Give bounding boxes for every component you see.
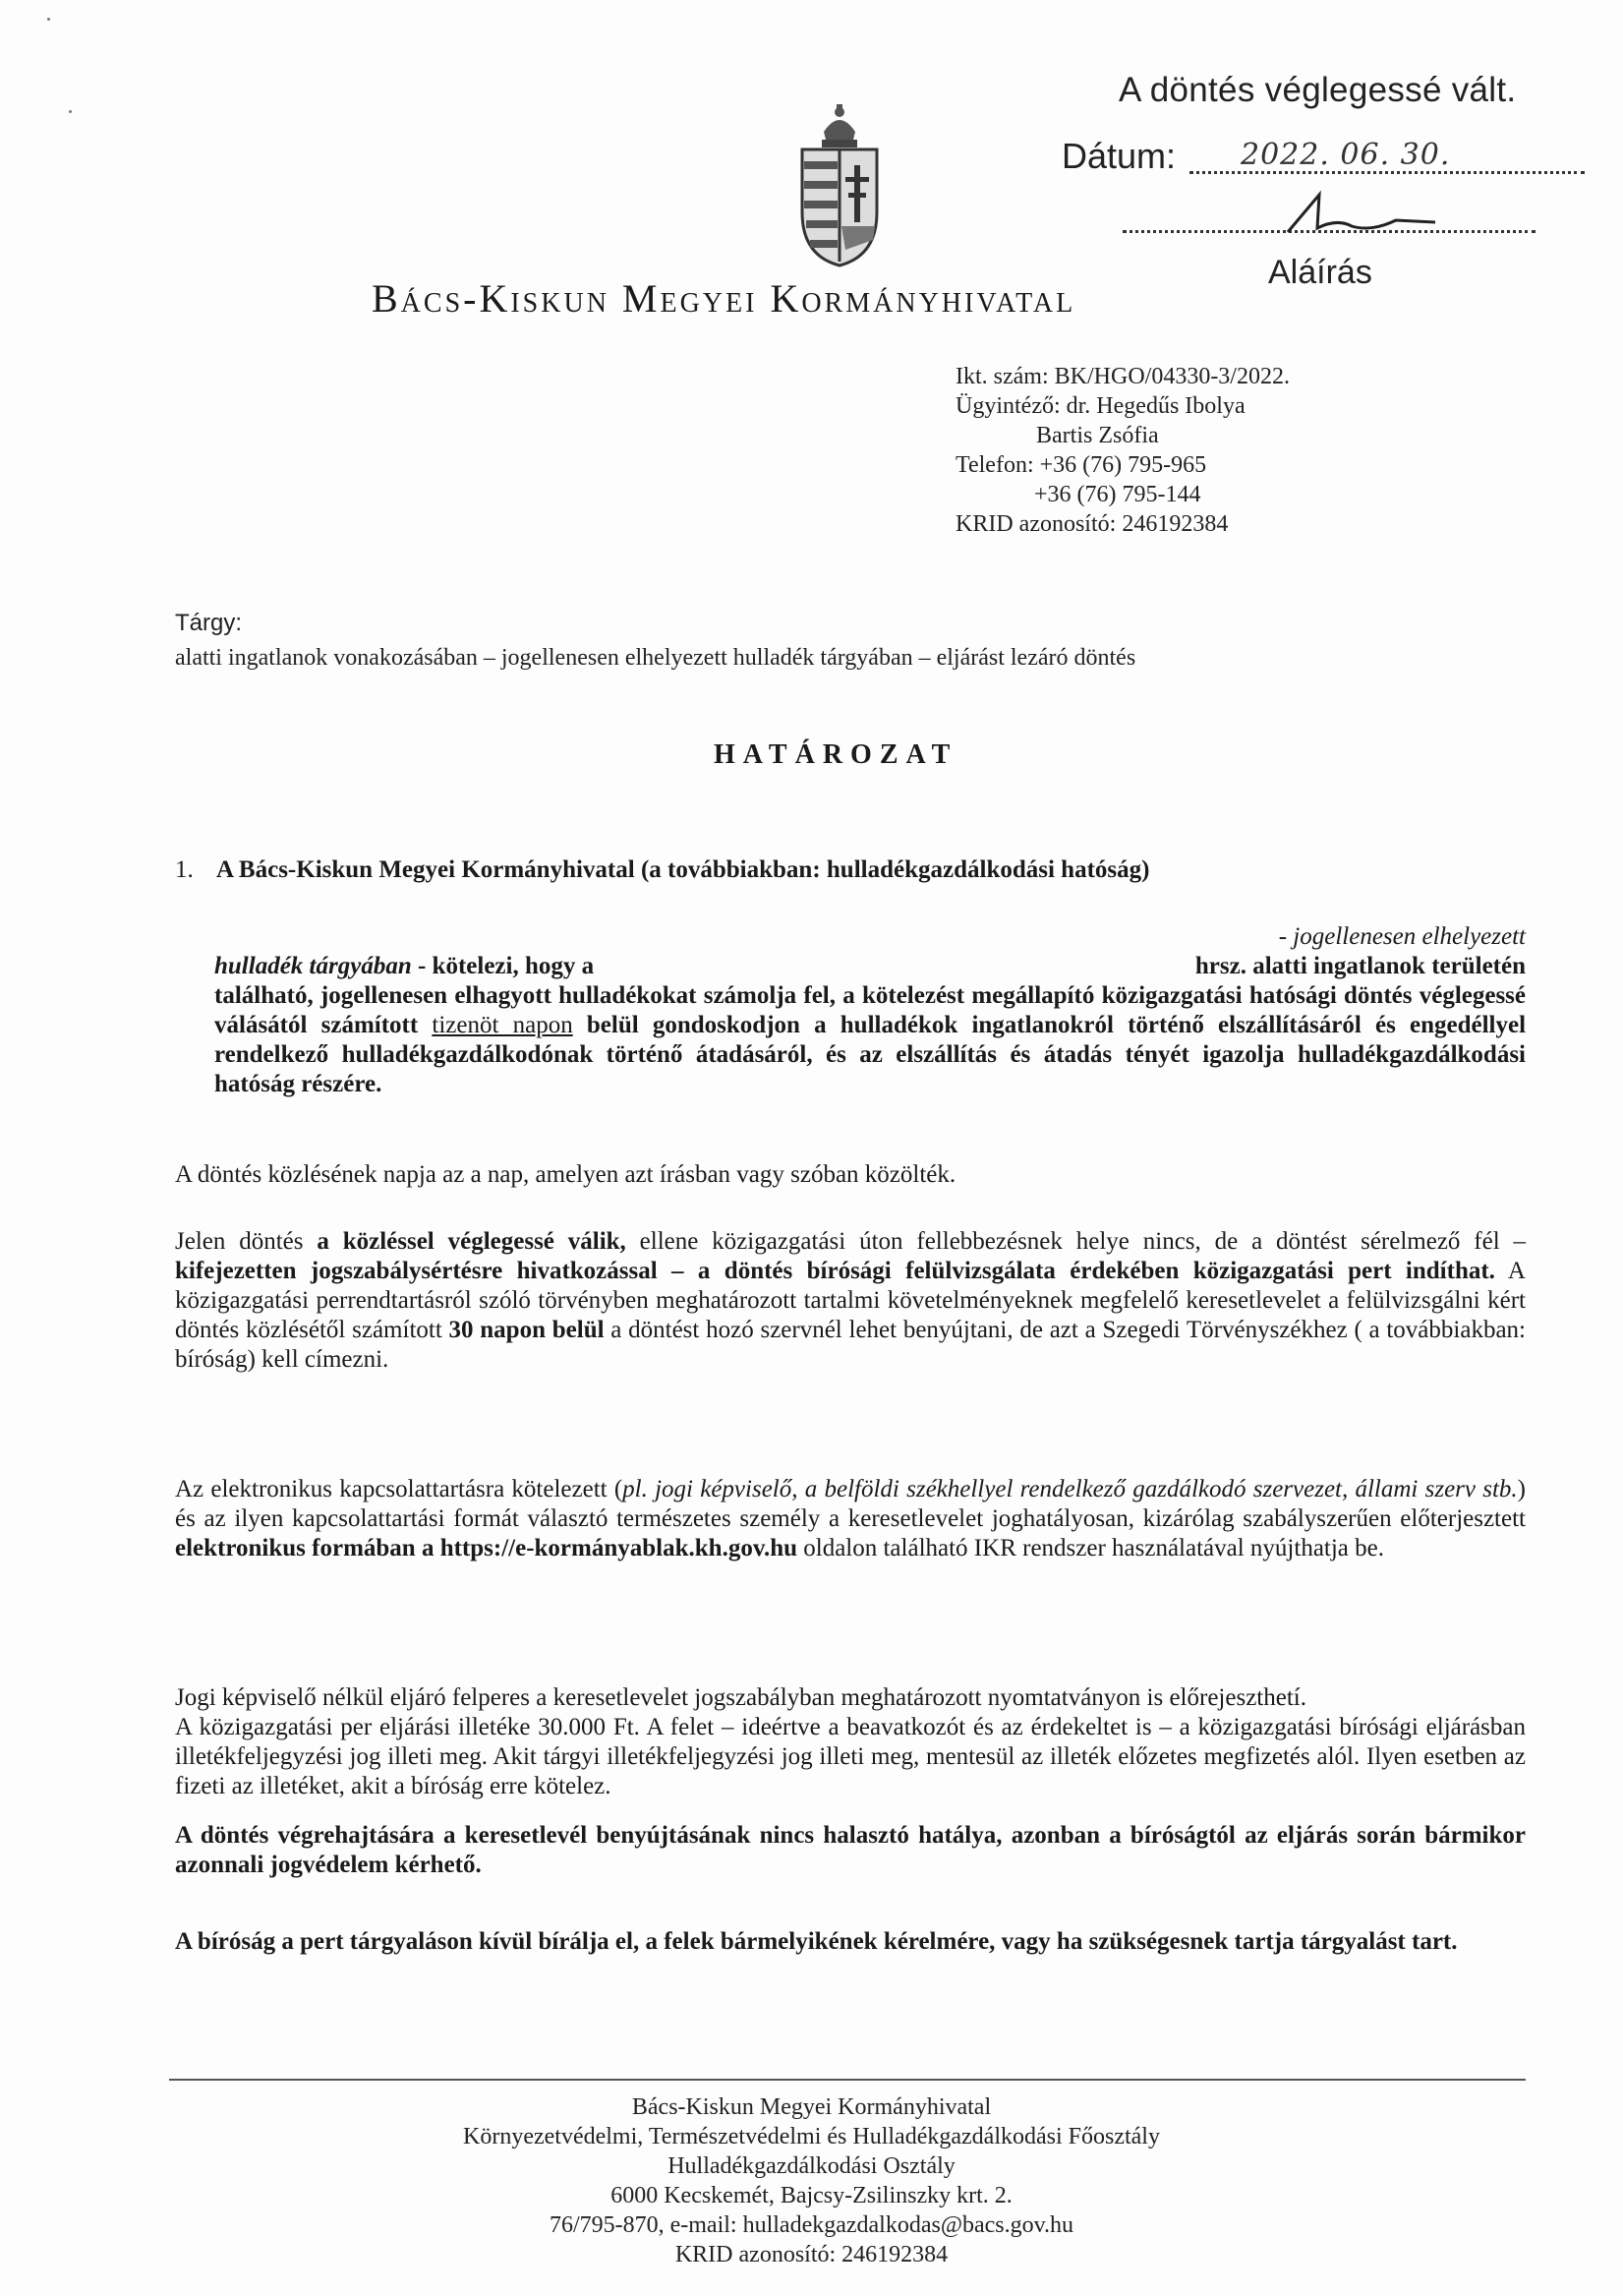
paragraph-court-hearing: A bíróság a pert tárgyaláson kívül bírálja el, a felek bármelyikének kérelmére, vagy ha szükségesnek tartja tárgyalást tart. — [175, 1928, 1458, 1955]
footer-address — [0, 2092, 1623, 2269]
decision-point-1-body: - jogellenesen elhelyezett hulladék tárgyában - kötelezi, hogy a hrsz. alatti ingatlanok területén található, jogellenesen elhagyott hulladékokat számolja fel, a kötelezést megállapító közigazgatási hatósági döntés véglegessé válásától számított tizenöt napon belül gondoskodjon a hulladékok ingatlanokról történő elszállításáról és engedéllyel rendelkező hulladékgazdálkodónak történő átadásáról, és az elszállítás és átadás tényét igazolja hulladékgazdálkodási hatóság részére. — [214, 923, 1527, 1097]
stamp-date-label: Dátum: — [1062, 136, 1177, 176]
handwritten-signature-icon — [1278, 189, 1445, 238]
krid-id: KRID azonosító: 246192384 — [956, 511, 1229, 537]
footer-unit: Hulladékgazdálkodási Osztály — [667, 2153, 956, 2179]
footer-address-line: 6000 Kecskemét, Bajcsy-Zsilinszky krt. 2. — [610, 2183, 1013, 2208]
paragraph-fees: Jogi képviselő nélkül eljáró felperes a keresetlevelet jogszabályban meghatározott nyomtatványon is előrejeszthetí. A közigazgatási per eljárási illetéke 30.000 Ft. A felet – ideértve a beavatkozót és az érdekeltet is – a közigazgatási bírósági eljárásban illetékfeljegyzési jog illeti meg. Akit tárgyi illetékfeljegyzési jog illeti meg, mentesül az illeték előzetes megfizetés alól. Ilyen esetben az fizeti az illetéket, akit a bíróság erre kötelez. — [175, 1684, 1526, 1799]
footer-department: Környezetvédelmi, Természetvédelmi és Hulladékgazdálkodási Főosztály — [463, 2124, 1160, 2149]
stamp-date-value: 2022. 06. 30. — [1241, 138, 1451, 172]
case-officer: Ügyintéző: dr. Hegedűs Ibolya — [956, 393, 1246, 419]
telephone-1: Telefon: +36 (76) 795-965 — [956, 452, 1207, 478]
office-title: Bács-Kiskun Megyei Kormányhivatal — [372, 276, 1076, 321]
scan-speck — [69, 110, 72, 113]
finality-stamp-text: A döntés véglegessé vált. — [1119, 71, 1517, 109]
reference-number: Ikt. szám: BK/HGO/04330-3/2022. — [956, 364, 1290, 389]
subject-label: Tárgy: — [175, 610, 243, 636]
reference-block — [956, 362, 1290, 539]
paragraph-electronic-filing: Az elektronikus kapcsolattartásra kötelezett (pl. jogi képviselő, a belföldi székhellyel rendelkező gazdálkodó szervezet, állami szerv stb.) és az ilyen kapcsolattartási formát választó természetes személy a keresetlevelet joghatályosan, kizárólag szabályszerűen előterjesztett elektronikus formában a https://e-kormányablak.kh.gov.hu oldalon található IKR rendszer használatával nyújthatja be. — [175, 1476, 1526, 1561]
telephone-2: +36 (76) 795-144 — [1034, 482, 1201, 507]
footer-krid: KRID azonosító: 246192384 — [674, 2242, 949, 2267]
paragraph-no-suspension: A döntés végrehajtására a keresetlevél benyújtásának nincs halasztó hatálya, azonban a bíróságtól az eljárás során bármikor azonnali jogvédelem kérhető. — [175, 1822, 1526, 1878]
paragraph-communication: A döntés közlésének napja az a nap, amelyen azt írásban vagy szóban közölték. — [175, 1161, 956, 1188]
stamp-signature-label: Aláírás — [1268, 254, 1372, 291]
decision-point-1-intro: 1. A Bács-Kiskun Megyei Kormányhivatal (a továbbiakban: hulladékgazdálkodási hatóság) — [175, 856, 1150, 883]
footer-office: Bács-Kiskun Megyei Kormányhivatal — [631, 2094, 992, 2120]
case-officer-second: Bartis Zsófia — [1036, 423, 1159, 448]
footer-contact: 76/795-870, e-mail: hulladekgazdalkodas@bacs.gov.hu — [549, 2212, 1074, 2238]
footer-divider — [169, 2079, 1526, 2081]
paragraph-appeal: Jelen döntés a közléssel véglegessé válik, ellene közigazgatási úton fellebbezésnek helye nincs, de a döntést sérelmező fél – kifejezetten jogszabálysértésre hivatkozással – a döntés bírósági felülvizsgálata érdekében közigazgatási pert indíthat. A közigazgatási perrendtartásról szóló törvényben meghatározott tartalmi követelményeknek megfelelő keresetlevelet a felülvizsgálni kért döntés közlésétől számított 30 napon belül a döntést hozó szervnél lehet benyújtani, de azt a Szegedi Törvényszékhez ( a továbbiakban: bíróság) kell címezni. — [175, 1228, 1526, 1373]
decision-heading: HATÁROZAT — [714, 739, 958, 770]
subject-text: alatti ingatlanok vonakozásában – jogellenesen elhelyezett hulladék tárgyában – eljárást lezáró döntés — [175, 645, 1136, 671]
point-number: 1. — [175, 856, 194, 883]
scan-speck — [47, 18, 50, 21]
hungarian-coat-of-arms-icon — [794, 102, 885, 267]
